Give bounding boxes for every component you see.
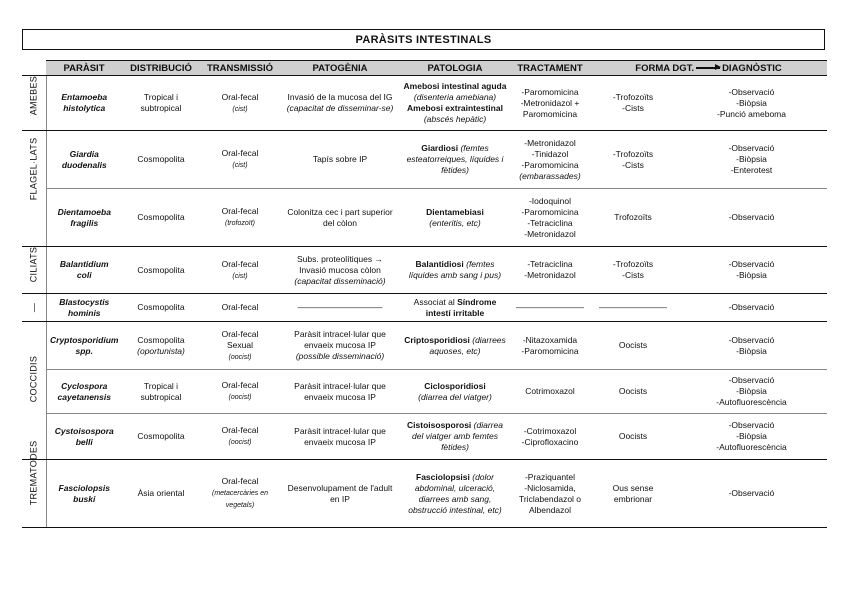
cell-tractament: -Metronidazol -Tinidazol -Paromomicina (embarassades) (510, 131, 590, 189)
cell-diagnostic: -Observació -Biòpsia (676, 322, 827, 370)
table-row (22, 460, 827, 528)
cell-tractament: -Nitazoxamida -Paromomicina (510, 322, 590, 370)
cell-distribucio: Cosmopolita (122, 294, 200, 322)
cell-distribucio: Cosmopolita (122, 131, 200, 189)
table-row (22, 247, 827, 294)
header-blank (22, 61, 46, 76)
arrow-right-icon (696, 67, 720, 69)
header-patogenia: PATOGÈNIA (280, 61, 400, 76)
parasite-name: Balantidium coli (46, 247, 122, 294)
header-patologia: PATOLOGIA (400, 61, 510, 76)
cell-distribucio: Cosmopolita (oportunista) (122, 322, 200, 370)
cell-forma: Oocists (590, 414, 676, 460)
cell-forma: -Trofozoïts -Cists (590, 76, 676, 131)
cell-transmissio: Oral-fecal (trofozoït) (200, 189, 280, 247)
cell-patologia: Giardiosi (femtes esteatorreiques, líquides i fètides) (400, 131, 510, 189)
page-title: PARÀSITS INTESTINALS (22, 29, 825, 50)
cell-tractament: -Cotrimoxazol -Ciprofloxacino (510, 414, 590, 460)
cell-patogenia: Paràsit intracel·lular que envaeix mucosa IP (possible disseminació) (280, 322, 400, 370)
cell-forma: Trofozoïts (590, 189, 676, 247)
parasite-name: Fasciolopsis buski (46, 460, 122, 528)
cell-forma: Ous sense embrionar (590, 460, 676, 528)
parasite-name: Cryptosporidium spp. (46, 322, 122, 370)
cell-patogenia: Subs. proteolítiques → Invasió mucosa còlon (capacitat disseminació) (280, 247, 400, 294)
cell-tractament: -Tetraciclina -Metronidazol (510, 247, 590, 294)
table-row (22, 322, 827, 370)
cell-forma: Oocists (590, 322, 676, 370)
cell-patologia: Balantidiosi (femtes líquides amb sang i pus) (400, 247, 510, 294)
cell-distribucio: Àsia oriental (122, 460, 200, 528)
group-label-coccidis: COCCIDIS (22, 322, 46, 460)
cell-patogenia: Paràsit intracel·lular que envaeix mucosa IP (280, 414, 400, 460)
cell-forma: -Trofozoïts -Cists (590, 131, 676, 189)
cell-transmissio: Oral-fecal (oocist) (200, 370, 280, 414)
cell-patogenia: —————————— (280, 294, 400, 322)
cell-transmissio: Oral-fecal (oocist) (200, 414, 280, 460)
parasite-name: Dientamoeba fragilis (46, 189, 122, 247)
table-row (22, 76, 827, 131)
cell-patologia: Amebosi intestinal aguda (disenteria amebiana) Amebosi extraintestinal (abscés hepàtic) (400, 76, 510, 131)
group-label-none: — (22, 294, 46, 322)
cell-patologia: Associat al Síndrome intestí irritable (400, 294, 510, 322)
cell-patologia: Ciclosporidiosi (diarrea del viatger) (400, 370, 510, 414)
cell-transmissio: Oral-fecal (metacercàries en vegetals) (200, 460, 280, 528)
header-distribucio: DISTRIBUCIÓ (122, 61, 200, 76)
cell-diagnostic: -Observació (676, 189, 827, 247)
cell-tractament: -Iodoquinol -Paromomicina -Tetraciclina -Metronidazol (510, 189, 590, 247)
cell-patogenia: Colonitza cec i part superior del còlon (280, 189, 400, 247)
cell-distribucio: Cosmopolita (122, 247, 200, 294)
header-row (22, 61, 827, 76)
cell-diagnostic: -Observació -Biòpsia (676, 247, 827, 294)
cell-tractament: -Praziquantel -Niclosamida, Triclabendazol o Albendazol (510, 460, 590, 528)
cell-forma: Oocists (590, 370, 676, 414)
cell-patologia: Dientamebiasi (enteritis, etc) (400, 189, 510, 247)
header-forma-diagnostic: FORMA DGT. DIAGNÒSTIC (590, 61, 827, 76)
group-label-ciliats: CILIATS (22, 247, 46, 294)
cell-tractament: -Paromomicina -Metronidazol + Paromomicina (510, 76, 590, 131)
table-row (22, 414, 827, 460)
cell-transmissio: Oral-fecal (cist) (200, 247, 280, 294)
cell-diagnostic: -Observació -Biòpsia -Autofluorescència (676, 414, 827, 460)
cell-diagnostic: -Observació -Biòpsia -Enterotest (676, 131, 827, 189)
cell-patogenia: Desenvolupament de l'adult en IP (280, 460, 400, 528)
cell-distribucio: Tropical i subtropical (122, 370, 200, 414)
header-parasit: PARÀSIT (46, 61, 122, 76)
cell-transmissio: Oral-fecal (200, 294, 280, 322)
cell-patogenia: Invasió de la mucosa del IG (capacitat de disseminar-se) (280, 76, 400, 131)
parasite-name: Cyclospora cayetanensis (46, 370, 122, 414)
cell-patogenia: Tapís sobre IP (280, 131, 400, 189)
cell-forma: -Trofozoïts -Cists (590, 247, 676, 294)
cell-transmissio: Oral-fecal (cist) (200, 76, 280, 131)
cell-diagnostic: -Observació (676, 294, 827, 322)
cell-transmissio: Oral-fecal (cist) (200, 131, 280, 189)
cell-tractament: ———————— (510, 294, 590, 322)
header-transmissio: TRANSMISSIÓ (200, 61, 280, 76)
parasite-name: Giardia duodenalis (46, 131, 122, 189)
cell-diagnostic: -Observació -Biòpsia -Autofluorescència (676, 370, 827, 414)
cell-patologia: Cistoisosporosi (diarrea del viatger amb femtes fètides) (400, 414, 510, 460)
cell-patologia: Criptosporidiosi (diarrees aquoses, etc) (400, 322, 510, 370)
cell-diagnostic: -Observació -Biòpsia -Punció ameboma (676, 76, 827, 131)
table-row (22, 294, 827, 322)
group-label-amebes: AMEBES (22, 76, 46, 131)
cell-tractament: Cotrimoxazol (510, 370, 590, 414)
parasites-table (22, 60, 827, 528)
table-row (22, 370, 827, 414)
cell-transmissio: Oral-fecal Sexual (oocist) (200, 322, 280, 370)
cell-diagnostic: -Observació (676, 460, 827, 528)
table-row (22, 189, 827, 247)
cell-distribucio: Cosmopolita (122, 189, 200, 247)
cell-patogenia: Paràsit intracel·lular que envaeix mucosa IP (280, 370, 400, 414)
cell-patologia: Fasciolopsisi (dolor abdominal, ulceració, diarrees amb sang, obstrucció intestinal, etc) (400, 460, 510, 528)
parasite-name: Blastocystis hominis (46, 294, 122, 322)
cell-distribucio: Cosmopolita (122, 414, 200, 460)
table-row (22, 131, 827, 189)
cell-forma: ———————— (590, 294, 676, 322)
group-label-trematodes: TREMATODES (22, 460, 46, 528)
header-tractament: TRACTAMENT (510, 61, 590, 76)
parasite-name: Cystoisospora belli (46, 414, 122, 460)
parasite-name: Entamoeba histolytica (46, 76, 122, 131)
group-label-flagellats: FLAGEL·LATS (22, 131, 46, 247)
cell-distribucio: Tropical i subtropical (122, 76, 200, 131)
